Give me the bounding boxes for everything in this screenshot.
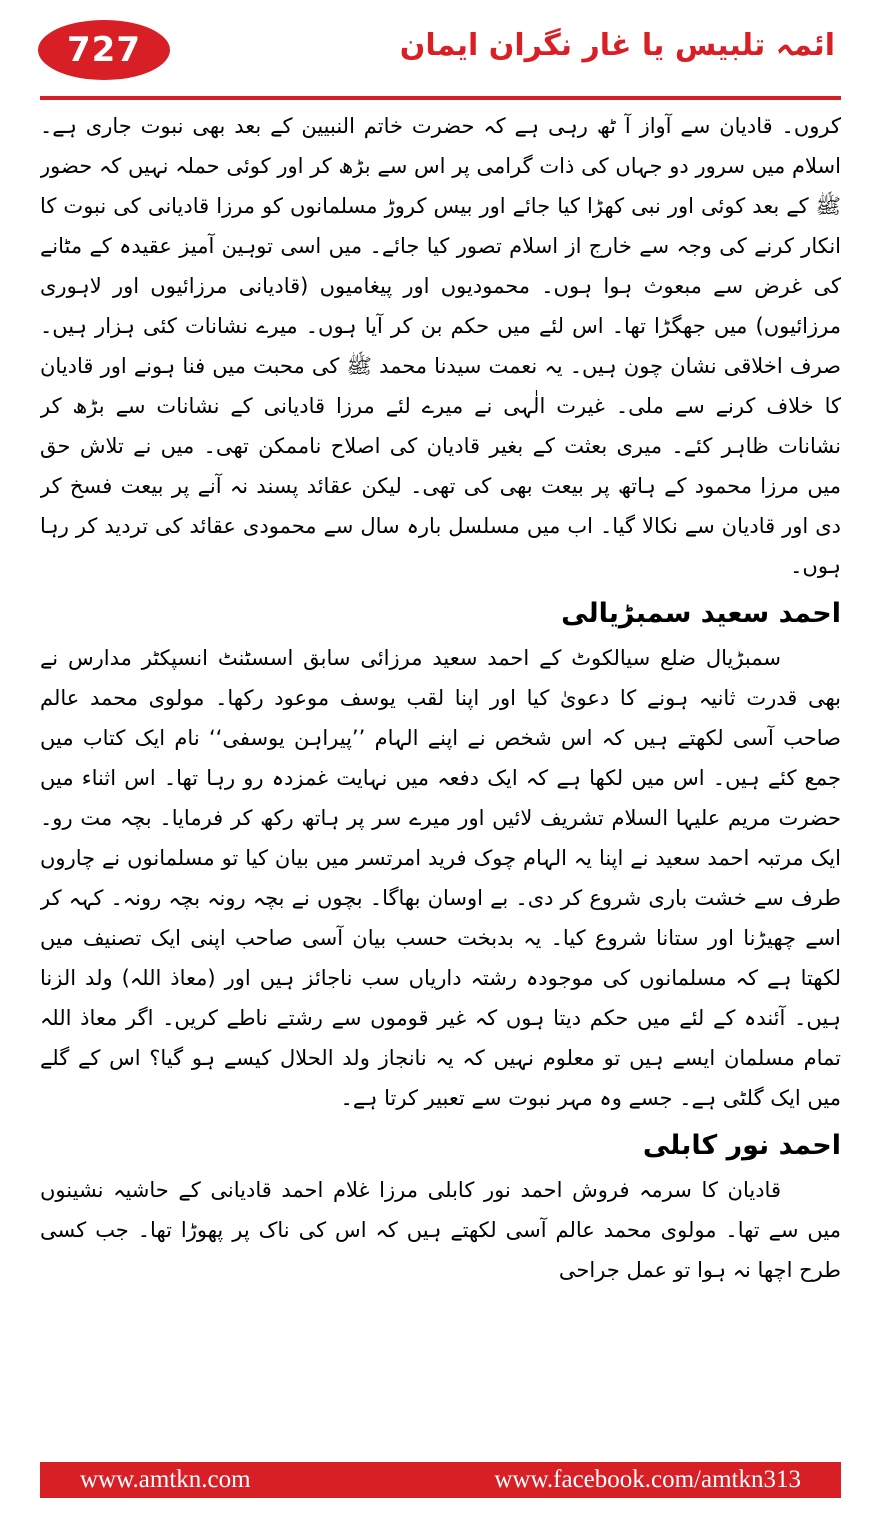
page-number-badge: 727 [38, 20, 170, 80]
heading-ahmad-noor: احمد نور کابلی [642, 1130, 841, 1161]
paragraph-ahmad-noor: قادیان کا سرمہ فروش احمد نور کابلی مرزا غلام احمد قادیانی کے حاشیہ نشینوں میں سے تھا۔ مولوی محمد عالم آسی لکھتے ہیں کہ اس کی ناک پر پھوڑا تھا۔ جب کسی طرح اچھا نہ ہوا تو عمل جراحی [40, 1178, 841, 1282]
footer-website-link[interactable]: www.amtkn.com [80, 1466, 251, 1493]
paragraph-ahmad-saeed: سمبڑیال ضلع سیالکوٹ کے احمد سعید مرزائی سابق اسسٹنٹ انسپکٹر مدارس نے بھی قدرت ثانیہ ہونے کا دعویٰ کیا اور اپنا لقب یوسف موعود رکھا۔ مولوی محمد عالم صاحب آسی لکھتے ہیں کہ اس شخص نے اپنے الہام ’’پیراہن یوسفی‘‘ نام ایک کتاب میں جمع کئے ہیں۔ اس میں لکھا ہے کہ ایک دفعہ میں نہایت غمزدہ رو رہا تھا۔ اس اثناء میں حضرت مریم علیہا السلام تشریف لائیں اور میرے سر پر ہاتھ رکھ کر فرمایا۔ بچہ مت رو۔ ایک مرتبہ احمد سعید نے اپنا یہ الہام چوک فرید امرتسر میں بیان کیا تو مسلمانوں نے چاروں طرف سے خشت باری شروع کر دی۔ بے اوسان بھاگا۔ بچوں نے بچہ رونہ بچہ رونہ۔ کہہ کر اسے چھیڑنا اور ستانا شروع کیا۔ یہ بدبخت حسب بیان آسی صاحب اپنی ایک تصنیف میں لکھتا ہے کہ مسلمانوں کی موجودہ رشتہ داریاں سب ناجائز ہیں اور (معاذ اللہ) ولد الزنا ہیں۔ آئندہ کے لئے میں حکم دیتا ہوں کہ غیر قوموں سے رشتے ناطے کریں۔ اگر معاذ اللہ تمام مسلمان ایسے ہیں تو معلوم نہیں کہ یہ نانجاز ولد الحلال کیسے ہو گیا؟ اس کے گلے میں ایک گلٹی ہے۔ جسے وہ مہر نبوت سے تعبیر کرتا ہے۔ [40, 646, 841, 1110]
heading-ahmad-saeed: احمد سعید سمبڑیالی [561, 598, 841, 629]
paragraph-claims: کروں۔ قادیان سے آواز آ ٹھ رہی ہے کہ حضرت خاتم النبیین کے بعد بھی نبوت جاری ہے۔ اسلام میں سرور دو جہاں کی ذات گرامی پر اس سے بڑھ کر اور کوئی حملہ نہیں کہ حضور ﷺ کے بعد کوئی اور نبی کھڑا کیا جائے اور بیس کروڑ مسلمانوں کو مرزا قادیانی کی نبوت کا انکار کرنے کی وجہ سے خارج از اسلام تصور کیا جائے۔ میں اسی توہین آمیز عقیدہ کے مٹانے کی غرض سے مبعوث ہوا ہوں۔ محمودیوں اور پیغامیوں (قادیانی مرزائیوں اور لاہوری مرزائیوں) میں جھگڑا تھا۔ اس لئے میں حکم بن کر آیا ہوں۔ میرے نشانات کئی ہزار ہیں۔ صرف اخلاقی نشان چون ہیں۔ یہ نعمت سیدنا محمد ﷺ کی محبت میں فنا ہونے اور قادیان کا خلاف کرنے سے ملی۔ غیرت الٰہی نے میرے لئے مرزا قادیانی کے نشانات سے بڑھ کر نشانات ظاہر کئے۔ میری بعثت کے بغیر قادیان کی اصلاح ناممکن تھی۔ میں نے تلاش حق میں مرزا محمود کے ہاتھ پر بیعت بھی کی تھی۔ لیکن عقائد پسند نہ آنے پر بیعت فسخ کر دی اور قادیان سے نکالا گیا۔ اب میں مسلسل بارہ سال سے محمودی عقائد کی تردید کر رہا ہوں۔ [40, 114, 841, 578]
page-body [40, 106, 841, 1452]
footer-bar [40, 1462, 841, 1498]
book-title: ائمہ تلبیس یا غار نگران ایمان [399, 28, 835, 63]
header-divider [40, 96, 841, 100]
footer-facebook-link[interactable]: www.facebook.com/amtkn313 [494, 1466, 801, 1493]
